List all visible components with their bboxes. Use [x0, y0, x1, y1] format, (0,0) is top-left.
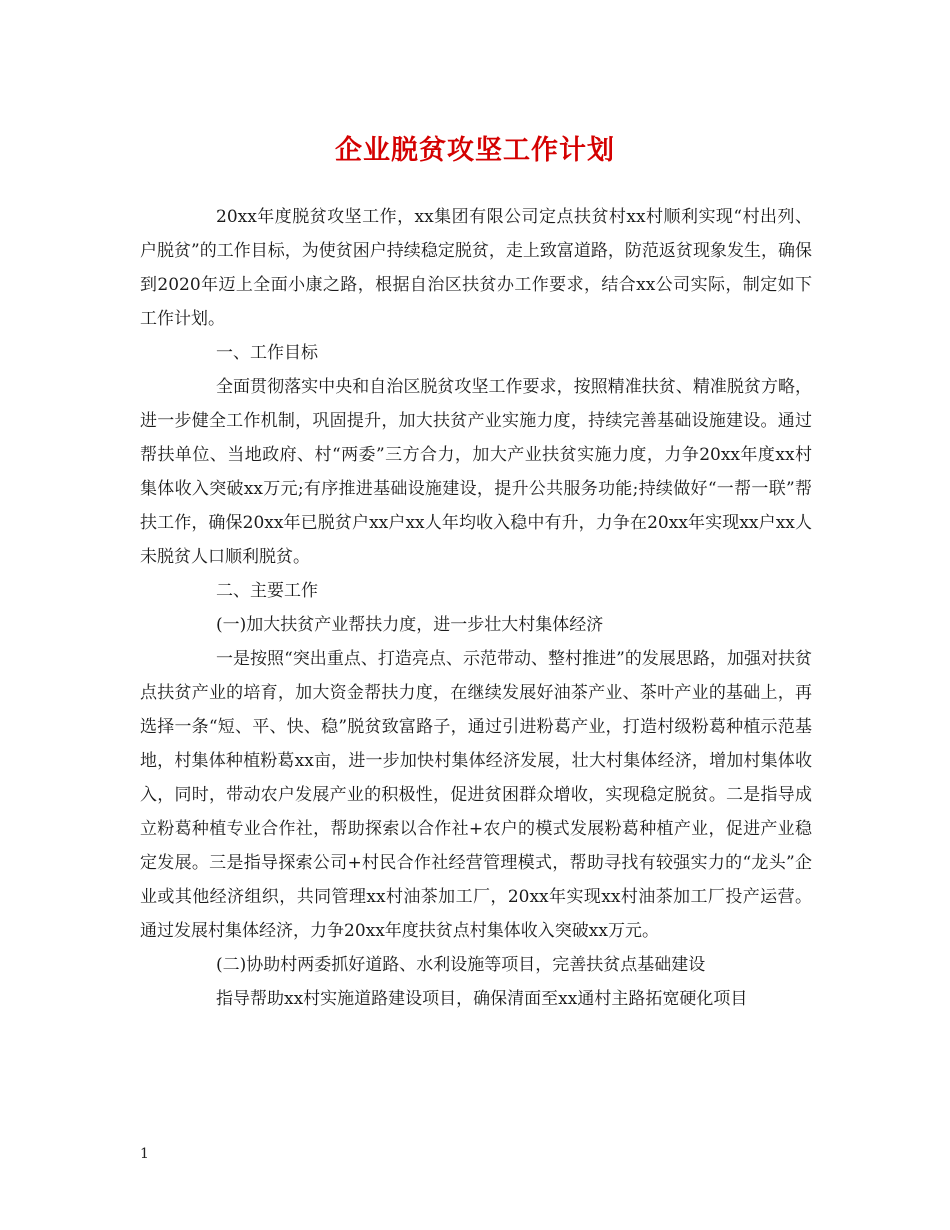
page-number: 1 [140, 1146, 149, 1162]
paragraph-industry-support: 一是按照“突出重点、打造亮点、示范带动、整村推进”的发展思路，加强对扶贫点扶贫产业的培育，加大资金帮扶力度，在继续发展好油茶产业、茶叶产业的基础上，再选择一条“短、平、快、稳”脱贫致富路子，通过引进粉葛产业，打造村级粉葛种植示范基地，村集体种植粉葛xx亩，进一步加快村集体经济发展，壮大村集体经济，增加村集体收入，同时，带动农户发展产业的积极性，促进贫困群众增收，实现稳定脱贫。二是指导成立粉葛种植专业合作社，帮助探索以合作社+农户的模式发展粉葛种植产业，促进产业稳定发展。三是指导探索公司+村民合作社经营管理模式，帮助寻找有较强实力的“龙头”企业或其他经济组织，共同管理xx村油茶加工厂，20xx年实现xx村油茶加工厂投产运营。通过发展村集体经济，力争20xx年度扶贫点村集体收入突破xx万元。 [140, 649, 812, 941]
paragraph-infrastructure: 指导帮助xx村实施道路建设项目，确保清面至xx通村主路拓宽硬化项目 [216, 989, 748, 1009]
heading-work-goals: 一、工作目标 [216, 343, 318, 363]
document-body [140, 200, 812, 1016]
heading-main-work: 二、主要工作 [216, 581, 318, 601]
document-title: 企业脱贫攻坚工作计划 [335, 135, 615, 166]
paragraph-work-goals: 全面贯彻落实中央和自治区脱贫攻坚工作要求，按照精准扶贫、精准脱贫方略，进一步健全工作机制，巩固提升，加大扶贫产业实施力度，持续完善基础设施建设。通过帮扶单位、当地政府、村“两委”三方合力，加大产业扶贫实施力度，力争20xx年度xx村集体收入突破xx万元;有序推进基础设施建设，提升公共服务功能;持续做好“一帮一联”帮扶工作，确保20xx年已脱贫户xx户xx人年均收入稳中有升，力争在20xx年实现xx户xx人未脱贫人口顺利脱贫。 [140, 377, 812, 567]
subheading-industry-support: (一)加大扶贫产业帮扶力度，进一步壮大村集体经济 [216, 615, 604, 635]
subheading-infrastructure: (二)协助村两委抓好道路、水利设施等项目，完善扶贫点基础建设 [216, 955, 706, 975]
paragraph-intro: 20xx年度脱贫攻坚工作，xx集团有限公司定点扶贫村xx村顺利实现“村出列、户脱贫”的工作目标，为使贫困户持续稳定脱贫，走上致富道路，防范返贫现象发生，确保到2020年迈上全面小康之路，根据自治区扶贫办工作要求，结合xx公司实际，制定如下工作计划。 [140, 207, 812, 329]
